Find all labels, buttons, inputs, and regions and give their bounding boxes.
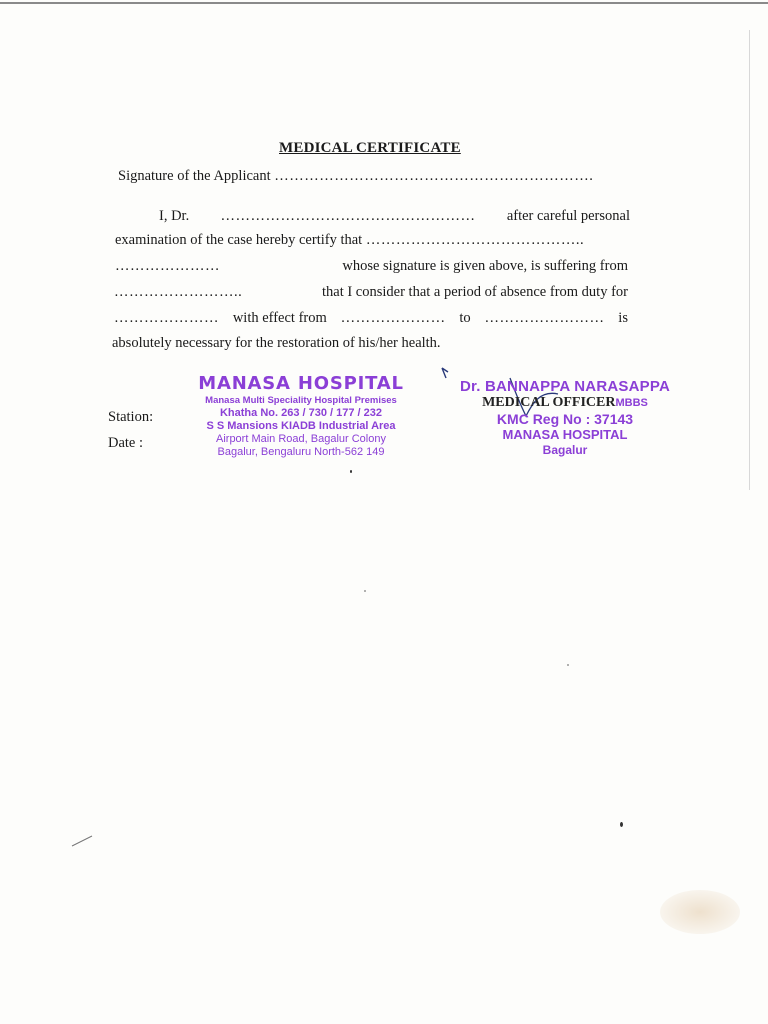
doctor-stamp-role: MEDICAL OFFICER xyxy=(482,395,616,410)
station-label: Station: xyxy=(108,409,154,425)
hospital-stamp xyxy=(190,373,412,459)
doctor-stamp-qualification: MBBS xyxy=(615,397,648,409)
period-line xyxy=(114,310,628,327)
signature-blank: ………………………………………………………. xyxy=(274,168,594,184)
effect-text: with effect from xyxy=(232,310,327,326)
disease-text: that I consider that a period of absence from duty for xyxy=(321,284,628,300)
hospital-stamp-address-4: Bagalur, Bengaluru North-562 149 xyxy=(217,446,385,458)
exam-line xyxy=(115,232,584,249)
doctor-prefix: I, Dr. xyxy=(159,208,190,224)
doctor-line xyxy=(159,208,630,225)
doctor-name-blank: …………………………………………… xyxy=(220,208,476,224)
scan-right-edge xyxy=(749,30,750,490)
closing-line: absolutely necessary for the restoration of his/her health. xyxy=(112,335,441,351)
hospital-stamp-address-2: S S Mansions KIADB Industrial Area xyxy=(206,420,396,432)
doctor-suffix: after careful personal xyxy=(506,208,630,224)
disease-line xyxy=(114,284,628,301)
patient-text: whose signature is given above, is suffering from xyxy=(342,258,628,274)
doctor-stamp-hospital: MANASA HOSPITAL xyxy=(502,427,628,442)
scan-speck xyxy=(620,822,623,827)
doctor-stamp-registration: KMC Reg No : 37143 xyxy=(496,411,634,427)
period-blank: ………………… xyxy=(114,310,219,326)
exam-blank: …………………………………….. xyxy=(365,232,585,248)
scan-speck xyxy=(567,664,569,666)
hospital-stamp-address-3: Airport Main Road, Bagalur Colony xyxy=(216,433,386,445)
scan-top-edge xyxy=(0,2,768,4)
scan-speck xyxy=(364,590,366,592)
certificate-title: MEDICAL CERTIFICATE xyxy=(279,140,461,156)
patient-line xyxy=(115,258,628,275)
patient-name-blank: ………………… xyxy=(115,258,220,274)
signature-label: Signature of the Applicant xyxy=(118,168,271,184)
signature-line xyxy=(118,168,593,185)
to-text: to xyxy=(459,310,471,326)
scan-mark xyxy=(70,832,94,850)
exam-text: examination of the case hereby certify that xyxy=(115,232,363,248)
scan-speck xyxy=(350,470,352,473)
from-date-blank: ………………… xyxy=(340,310,446,326)
date-label: Date : xyxy=(108,435,144,451)
doctor-stamp-role-line xyxy=(450,395,680,411)
hospital-stamp-address-1: Khatha No. 263 / 730 / 177 / 232 xyxy=(219,407,383,419)
hospital-stamp-name: MANASA HOSPITAL xyxy=(198,373,404,394)
hospital-stamp-subtitle: Manasa Multi Speciality Hospital Premises xyxy=(205,395,397,406)
disease-blank: …………………….. xyxy=(114,284,243,300)
to-date-blank: …………………… xyxy=(484,310,605,326)
is-text: is xyxy=(618,310,628,326)
doctor-stamp-place: Bagalur xyxy=(542,443,588,457)
doctor-stamp-name: Dr. BANNAPPA NARASAPPA xyxy=(460,378,670,395)
doctor-stamp xyxy=(450,378,680,458)
paper-stain xyxy=(660,890,740,934)
